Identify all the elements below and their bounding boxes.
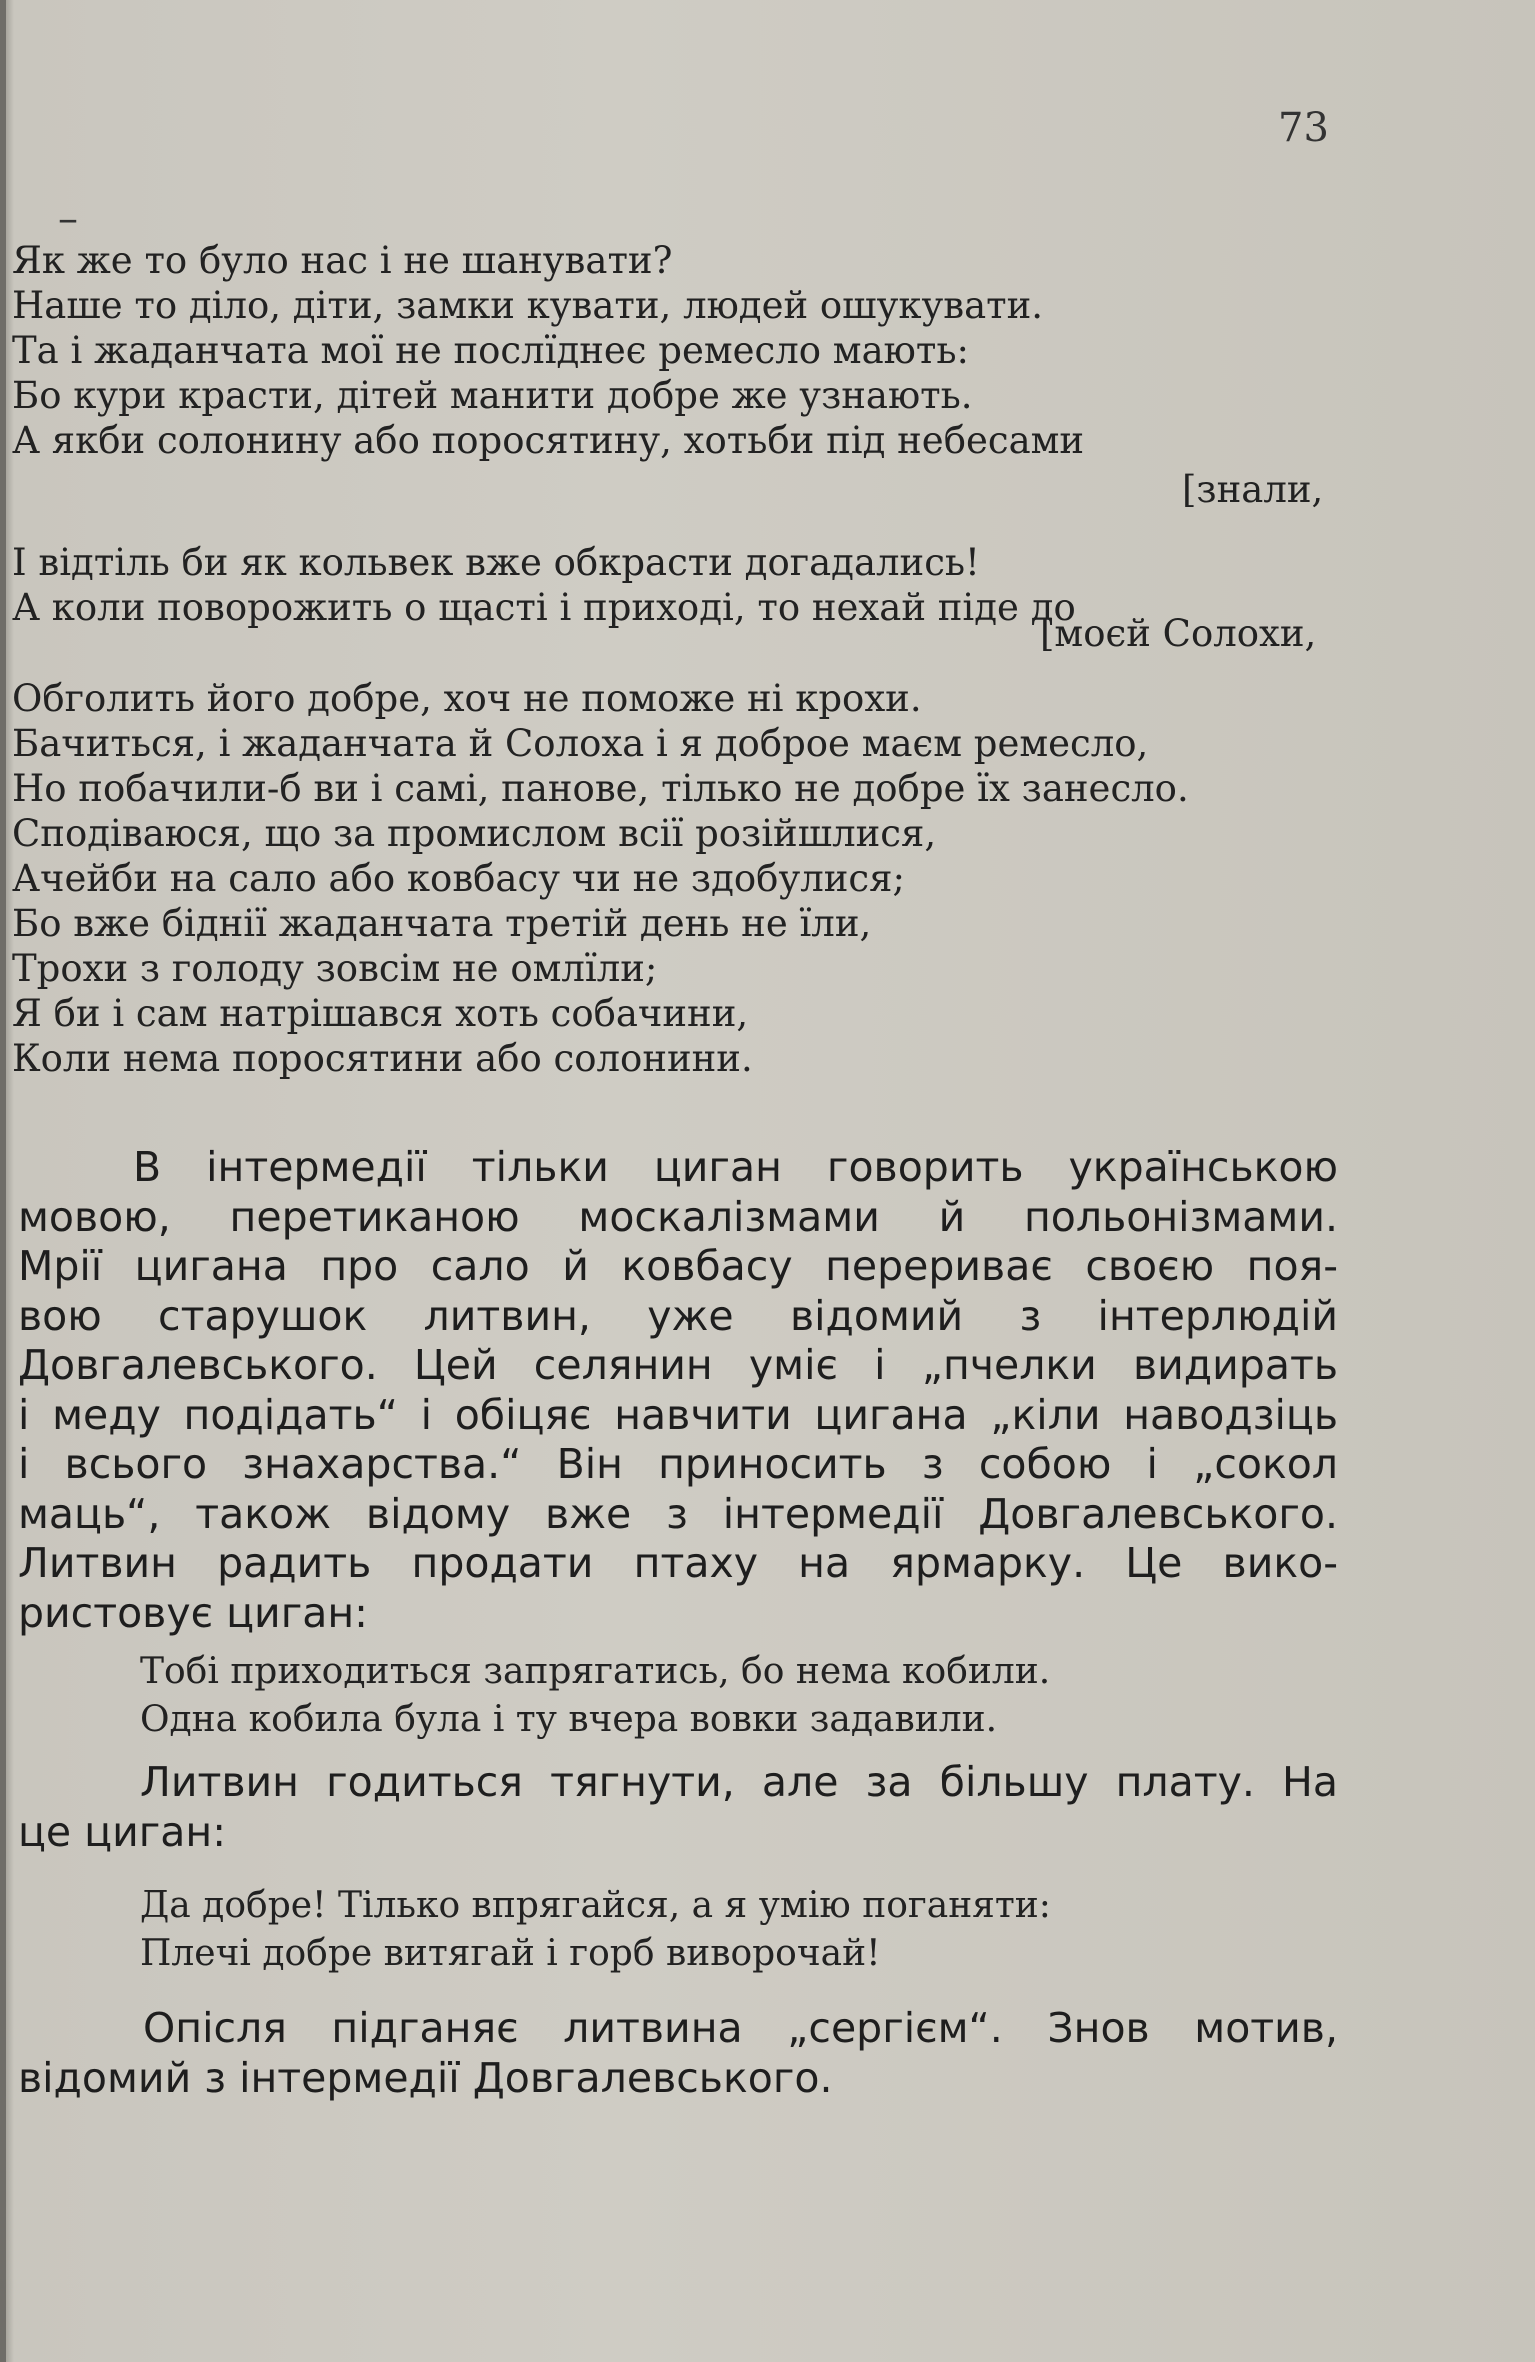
page-binding-edge <box>0 0 6 2362</box>
verse-line: Но побачили-б ви і самі, панове, тілько не добре їх занесло. <box>12 767 1189 810</box>
verse-line: Наше то діло, діти, замки кувати, людей ошукувати. <box>12 284 1044 327</box>
verse-continuation: [моєй Солохи, <box>1040 612 1317 655</box>
verse-line: А коли поворожить о щасті і приході, то нехай піде до <box>12 586 1076 629</box>
verse-dash: – <box>58 196 78 242</box>
prose-line: відомий з інтермедії Довгалевського. <box>18 2053 833 2102</box>
verse-line: Сподіваюся, що за промислом всії розійшлися, <box>12 812 937 855</box>
verse-line: Бо кури красти, дітей манити добре же узнають. <box>12 374 973 417</box>
verse-block-3 <box>12 676 1189 1081</box>
prose-line: Мрії цигана про сало й ковбасу перериває своєю поя- <box>18 1242 1338 1290</box>
verse-block-1 <box>12 238 1084 463</box>
verse-line: І відтіль би як кольвек вже обкрасти догадались! <box>12 541 980 584</box>
quote-line: Одна кобила була і ту вчера вовки задавили. <box>140 1699 998 1740</box>
verse-line: Ачейби на сало або ковбасу чи не здобулися; <box>12 857 905 900</box>
quote-line: Да добре! Тілько впрягайся, а я умію поганяти: <box>140 1885 1051 1926</box>
quote-block-1 <box>140 1648 1050 1744</box>
verse-block-2 <box>12 540 1076 630</box>
verse-line: Як же то було нас і не шанувати? <box>12 239 673 282</box>
verse-line: Я би і сам натрішався хоть собачини, <box>12 992 749 1035</box>
prose-line: В інтермедії тільки циган говорить українською <box>133 1143 1338 1191</box>
prose-line: мовою, перетиканою москалізмами й польонізмами. <box>18 1192 1338 1241</box>
prose-line: і всього знахарства.“ Він приносить з собою і „сокол <box>18 1440 1338 1488</box>
prose-line: і меду подідать“ і обіцяє навчити цигана „кіли наводзіць <box>18 1390 1338 1439</box>
verse-continuation: [знали, <box>1182 468 1324 511</box>
prose-paragraph-3 <box>18 2004 1338 2103</box>
prose-line: маць“, також відому вже з інтермедії Довгалевського. <box>18 1489 1338 1538</box>
page-number: 73 <box>1278 105 1329 151</box>
verse-line: Обголить його добре, хоч не поможе ні крохи. <box>12 677 922 720</box>
prose-paragraph-1 <box>18 1143 1338 1638</box>
quote-line: Плечі добре витягай і горб виворочай! <box>140 1933 881 1974</box>
quote-block-2 <box>140 1882 1051 1978</box>
prose-line: Довгалевського. Цей селянин уміє і „пчелки видирать <box>18 1341 1338 1389</box>
verse-line: Та і жаданчата мої не послїднеє ремесло мають: <box>12 329 969 372</box>
prose-line: ристовує циган: <box>18 1588 368 1637</box>
verse-line: Трохи з голоду зовсім не омлїли; <box>12 947 658 990</box>
verse-line: Бо вже біднії жаданчата третій день не їли, <box>12 902 872 945</box>
prose-paragraph-2 <box>18 1758 1338 1857</box>
verse-line: Коли нема поросятини або солонини. <box>12 1037 753 1080</box>
verse-line: Бачиться, і жаданчата й Солоха і я доброе маєм ремесло, <box>12 722 1149 765</box>
prose-line: вою старушок литвин, уже відомий з інтерлюдій <box>18 1291 1338 1340</box>
verse-line: А якби солонину або поросятину, хотьби під небесами <box>12 419 1085 462</box>
prose-line: Литвин радить продати птаху на ярмарку. Це вико- <box>18 1539 1338 1587</box>
prose-line: Опісля підганяє литвина „сергієм“. Знов мотив, <box>143 2004 1338 2052</box>
quote-line: Тобі приходиться запрягатись, бо нема кобили. <box>140 1651 1051 1692</box>
prose-line: це циган: <box>18 1807 227 1856</box>
prose-line: Литвин годиться тягнути, але за більшу плату. На <box>140 1758 1338 1806</box>
